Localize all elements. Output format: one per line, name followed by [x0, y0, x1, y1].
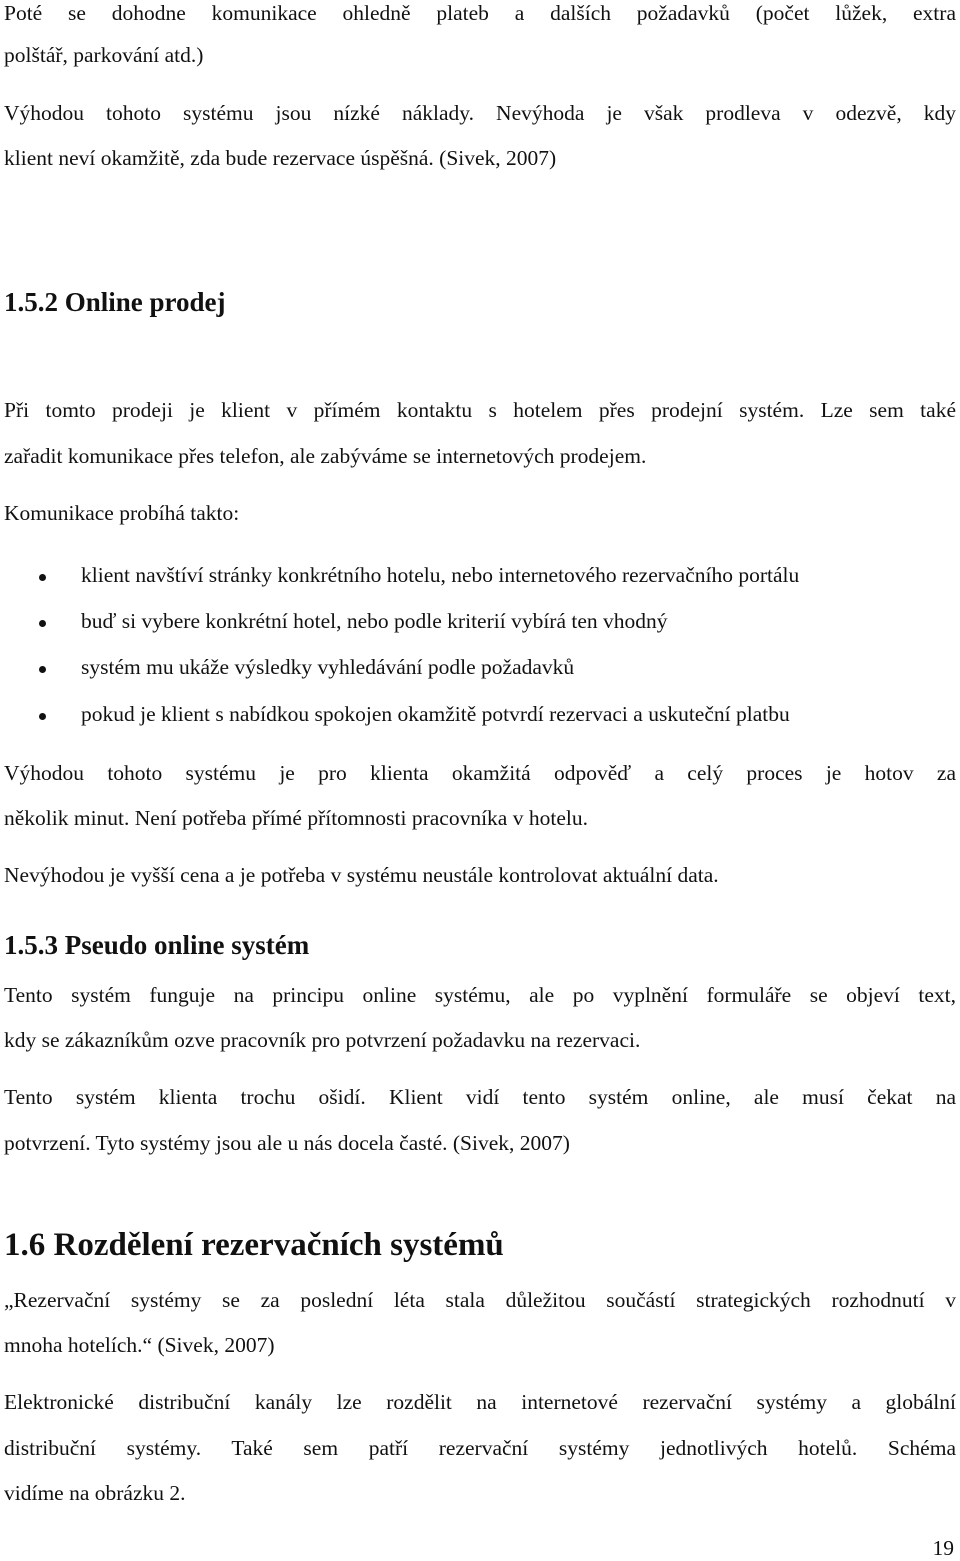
online-para2-line-2: několik minut. Není potřeba přímé přítomnosti pracovníka v hotelu. — [4, 806, 588, 830]
bullet-item-4: pokud je klient s nabídkou spokojen okamžitě potvrdí rezervaci a uskuteční platbu — [81, 702, 790, 726]
bullet-item-1: klient navštíví stránky konkrétního hotelu, nebo internetového rezervačního portálu — [81, 563, 800, 587]
pseudo-para1-line-1: Tento systém funguje na principu online systému, ale po vyplnění formuláře se objeví text, — [4, 983, 956, 1007]
bullet-item-3: systém mu ukáže výsledky vyhledávání podle požadavků — [81, 655, 575, 679]
rozdeleni-para-line-1: Elektronické distribuční kanály lze rozdělit na internetové rezervační systémy a globální — [4, 1390, 956, 1414]
online-para2-line-1: Výhodou tohoto systému je pro klienta okamžitá odpověď a celý proces je hotov za — [4, 761, 956, 785]
bullet-dot — [39, 666, 46, 673]
rozdeleni-para-line-3: vidíme na obrázku 2. — [4, 1481, 186, 1505]
page-number: 19 — [932, 1536, 954, 1560]
pseudo-para1-line-2: kdy se zákazníkům ozve pracovník pro potvrzení požadavku na rezervaci. — [4, 1028, 641, 1052]
quote-line-2: mnoha hotelích.“ (Sivek, 2007) — [4, 1333, 275, 1357]
online-para1-line-2: zařadit komunikace přes telefon, ale zabýváme se internetových prodejem. — [4, 444, 647, 468]
intro-line-4: klient neví okamžitě, zda bude rezervace úspěšná. (Sivek, 2007) — [4, 146, 557, 170]
bullet-item-2: buď si vybere konkrétní hotel, nebo podle kriterií vybírá ten vhodný — [81, 609, 668, 633]
intro-line-1: Poté se dohodne komunikace ohledně plateb a dalších požadavků (počet lůžek, extra — [4, 1, 956, 25]
rozdeleni-para-line-2: distribuční systémy. Také sem patří rezervační systémy jednotlivých hotelů. Schéma — [4, 1436, 956, 1460]
online-lead: Komunikace probíhá takto: — [4, 501, 240, 525]
heading-online-prodej: 1.5.2 Online prodej — [4, 287, 226, 317]
bullet-dot — [39, 713, 46, 720]
pseudo-para2-line-2: potvrzení. Tyto systémy jsou ale u nás docela časté. (Sivek, 2007) — [4, 1131, 570, 1155]
online-para3: Nevýhodou je vyšší cena a je potřeba v systému neustále kontrolovat aktuální data. — [4, 863, 719, 887]
pseudo-para2-line-1: Tento systém klienta trochu ošidí. Klient vidí tento systém online, ale musí čekat na — [4, 1085, 956, 1109]
bullet-dot — [39, 620, 46, 627]
intro-line-2: polštář, parkování atd.) — [4, 43, 204, 67]
bullet-dot — [39, 574, 46, 581]
quote-line-1: „Rezervační systémy se za poslední léta stala důležitou součástí strategických rozhodnutí v — [4, 1288, 956, 1312]
heading-pseudo-online: 1.5.3 Pseudo online systém — [4, 930, 310, 960]
online-para1-line-1: Při tomto prodeji je klient v přímém kontaktu s hotelem přes prodejní systém. Lze sem také — [4, 398, 956, 422]
heading-rozdeleni: 1.6 Rozdělení rezervačních systémů — [4, 1227, 504, 1263]
intro-line-3: Výhodou tohoto systému jsou nízké náklady. Nevýhoda je však prodleva v odezvě, kdy — [4, 101, 956, 125]
